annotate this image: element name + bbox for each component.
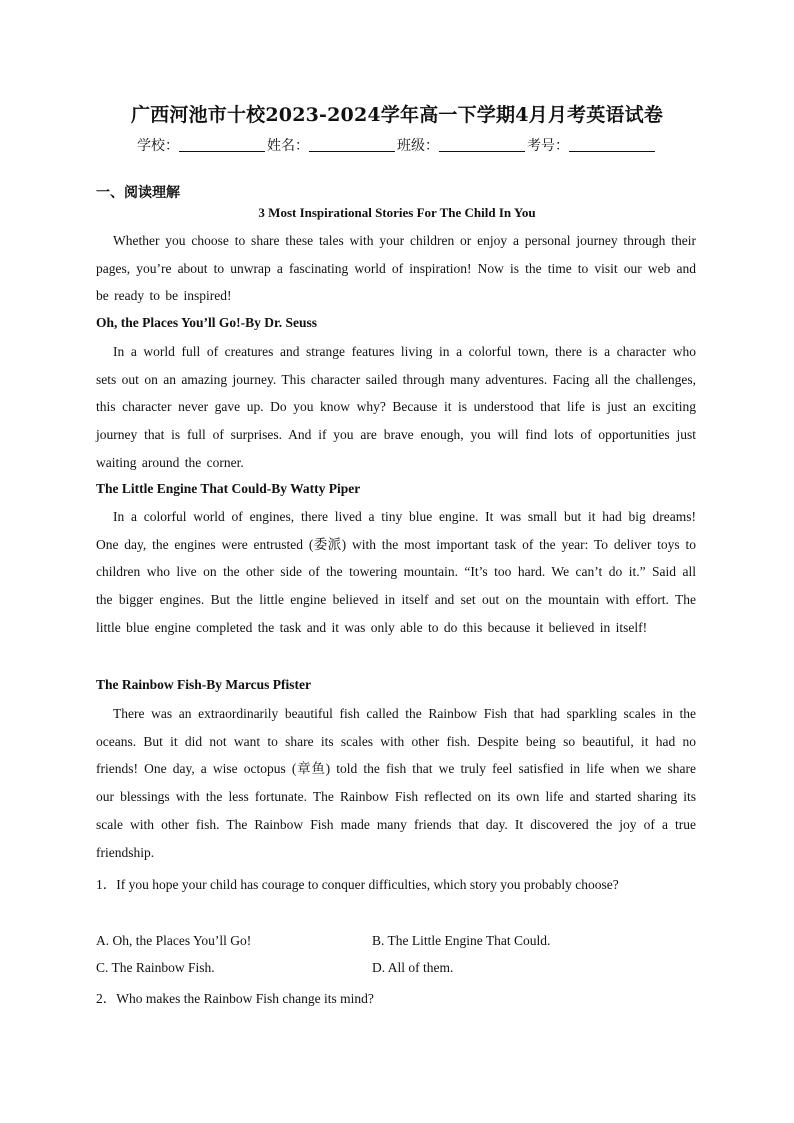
question-1: 1．If you hope your child has courage to conquer difficulties, which story you probably choose?	[96, 877, 619, 892]
intro-paragraph: Whether you choose to share these tales with your children or enjoy a personal journey through their pages, you’re about to unwrap a fascinating world of inspiration! Now is the time to visit our web and be ready to be inspired!	[96, 233, 696, 304]
class-label: 班级：	[397, 138, 439, 154]
passage-title: 3 Most Inspirational Stories For The Child In You	[258, 205, 536, 220]
student-info-line	[0, 135, 794, 155]
page-title: 广西河池市十校2023-2024学年高一下学期4月月考英语试卷	[130, 104, 664, 126]
section-heading: 一、阅读理解	[96, 185, 180, 201]
question-2: 2．Who makes the Rainbow Fish change its mind?	[96, 991, 374, 1006]
question-1-option-d: D. All of them.	[372, 960, 454, 975]
question-1-option-b: B. The Little Engine That Could.	[372, 933, 551, 948]
story-2-heading: The Little Engine That Could-By Watty Piper	[96, 481, 361, 496]
story-3-heading: The Rainbow Fish-By Marcus Pfister	[96, 677, 311, 692]
number-blank	[569, 137, 655, 152]
school-label: 学校：	[137, 138, 179, 154]
question-1-option-c: C. The Rainbow Fish.	[96, 960, 215, 975]
story-2-text: In a colorful world of engines, there lived a tiny blue engine. It was small but it had big dreams! One day, the engines were entrusted (委派) with the most important task of the year: To deliver toys to children who live on the other side of the towering mountain. “It’s too hard. We can’t do it.” Said all the bigger engines. But the little engine believed in itself and set out on the mountain with effort. The little blue engine completed the task and it was only able to do this because it believed in itself!	[96, 509, 696, 635]
question-1-option-a: A. Oh, the Places You’ll Go!	[96, 933, 252, 948]
name-label: 姓名：	[267, 138, 309, 154]
number-label: 考号：	[527, 138, 569, 154]
story-3-text: There was an extraordinarily beautiful fish called the Rainbow Fish that had sparkling scales in the oceans. But it did not want to share its scales with other fish. Despite being so beautiful, it had no friends! One day, a wise octopus (章鱼) told the fish that we truly feel satisfied in life when we share our blessings with the less fortunate. The Rainbow Fish reflected on its own life and started sharing its scale with other fish. The Rainbow Fish made many friends that day. It discovered the joy of a true friendship.	[96, 706, 696, 860]
story-1-text: In a world full of creatures and strange features living in a colorful town, there is a character who sets out on an amazing journey. This character sailed through many adventures. Facing all the challenges, this character never gave up. Do you know why? Because it is understood that life is just an exciting journey that is full of surprises. And if you are brave enough, you will find lots of opportunities just waiting around the corner.	[96, 344, 696, 470]
name-blank	[309, 137, 395, 152]
school-blank	[179, 137, 265, 152]
class-blank	[439, 137, 525, 152]
story-1-heading: Oh, the Places You’ll Go!-By Dr. Seuss	[96, 315, 318, 330]
